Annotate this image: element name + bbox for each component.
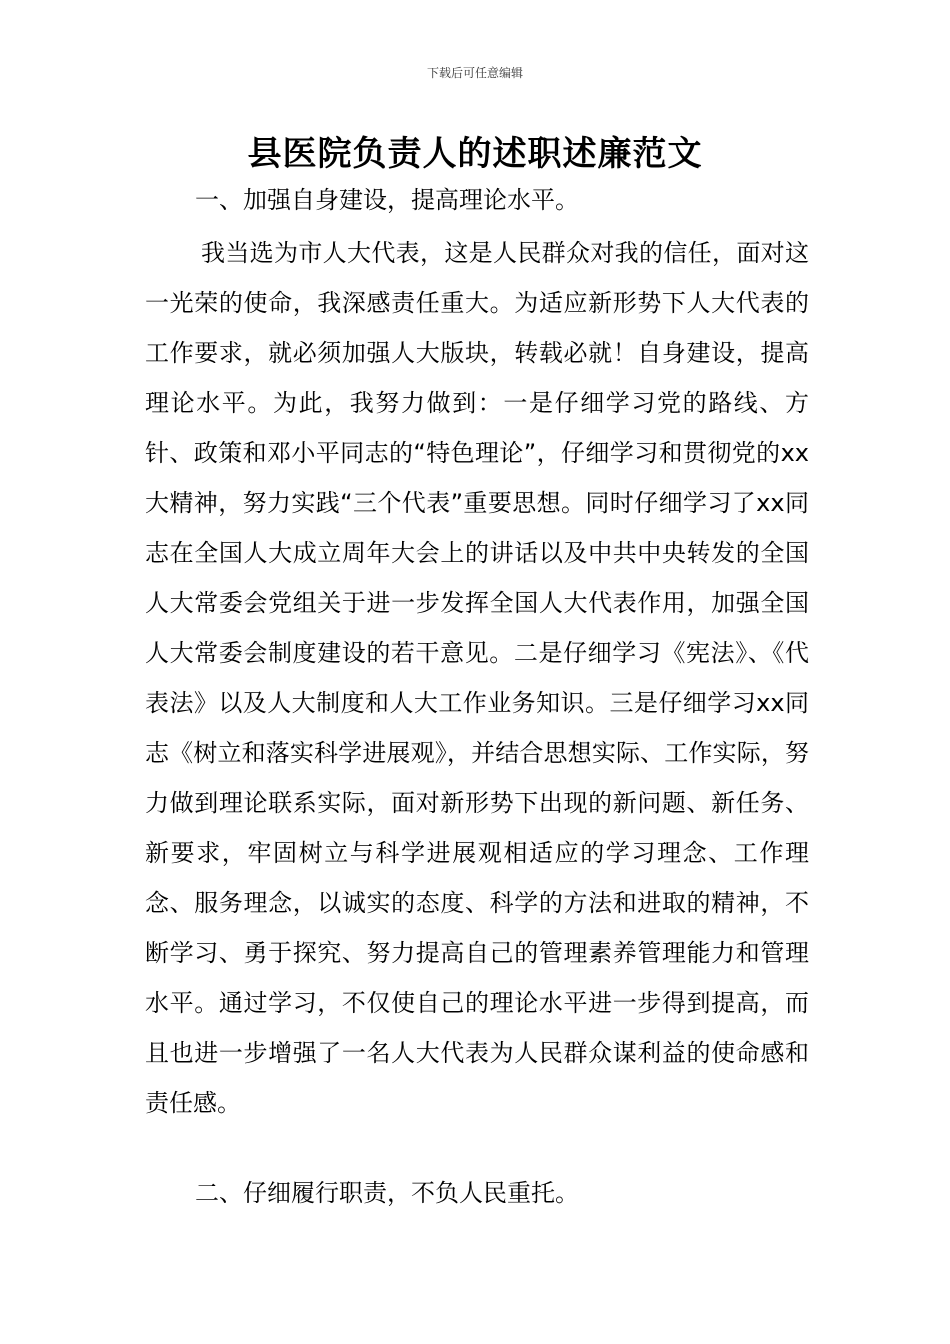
body-paragraph-1: 我当选为市人大代表，这是人民群众对我的信任，面对这一光荣的使命，我深感责任重大。为适应新形势下人大代表的工作要求，就必须加强人大版块，转载必就！自身建设，提高理论水平。为此，我努力做到：一是仔细学习党的路线、方针、政策和邓小平同志的“特色理论”，仔细学习和贯彻党的xx大精神，努力实践“三个代表”重要思想。同时仔细学习了xx同志在全国人大成立周年大会上的讲话以及中共中央转发的全国人大常委会党组关于进一步发挥全国人大代表作用，加强全国人大常委会制度建设的若干意见。二是仔细学习《宪法》、《代表法》以及人大制度和人大工作业务知识。三是仔细学习xx同志《树立和落实科学进展观》，并结合思想实际、工作实际，努力做到理论联系实际，面对新形势下出现的新问题、新任务、新要求，牢固树立与科学进展观相适应的学习理念、工作理念、服务理念，以诚实的态度、科学的方法和进取的精神，不断学习、勇于探究、努力提高自己的管理素养管理能力和管理水平。通过学习，不仅使自己的理论水平进一步得到提高，而且也进一步增强了一名人大代表为人民群众谋利益的使命感和责任感。 bbox=[145, 239, 809, 1117]
document-title: 县医院负责人的述职述廉范文 bbox=[247, 134, 703, 174]
section-heading-2: 二、仔细履行职责，不负人民重托。 bbox=[195, 1179, 579, 1207]
section-heading-1: 一、加强自身建设，提高理论水平。 bbox=[195, 186, 579, 214]
header-note: 下载后可任意编辑 bbox=[426, 66, 523, 80]
